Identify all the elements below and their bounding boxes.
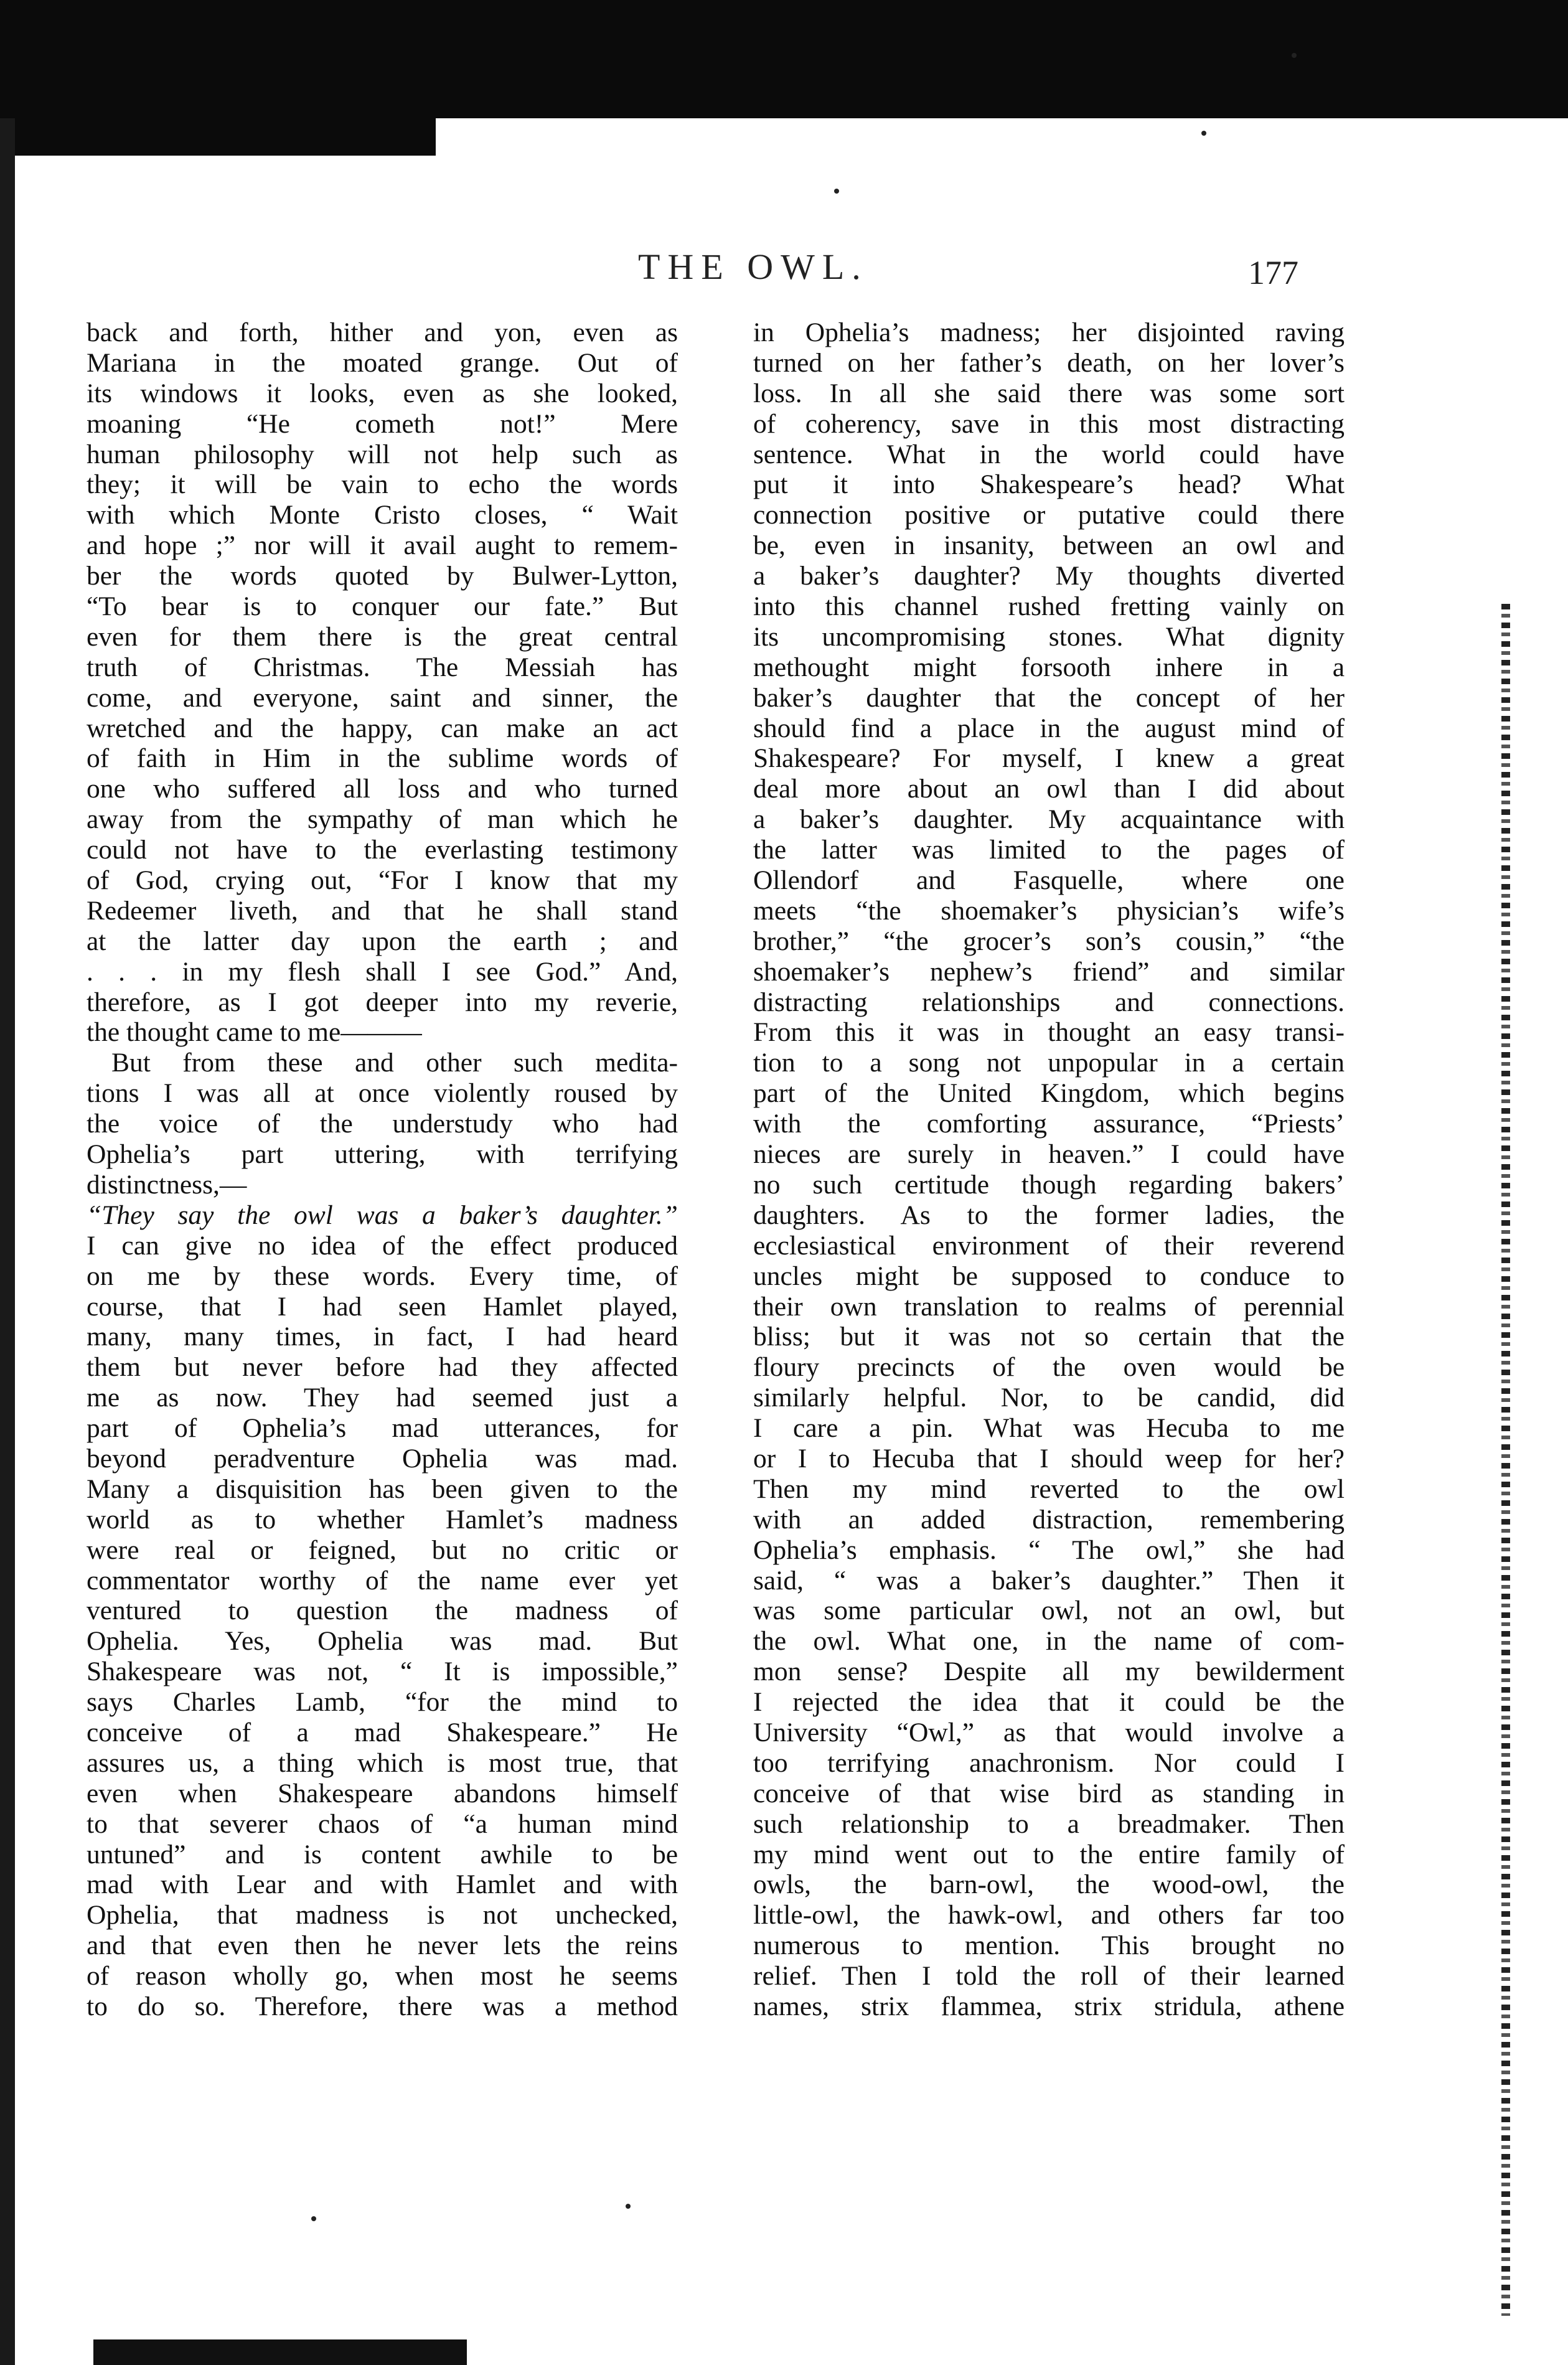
text-line: on me by these words. Every time, of	[87, 1261, 678, 1291]
scan-speck	[1201, 131, 1206, 136]
text-line: to do so. Therefore, there was a method	[87, 1991, 678, 2021]
text-line: of reason wholly go, when most he seems	[87, 1961, 678, 1991]
text-line: Shakespeare was not, “ It is impossible,”	[87, 1657, 678, 1687]
text-line: Redeemer liveth, and that he shall stand	[87, 895, 678, 926]
text-line: Ophelia’s part uttering, with terrifying	[87, 1139, 678, 1170]
text-line: was some particular owl, not an owl, but	[753, 1596, 1345, 1626]
text-line: no such certitude though regarding bakers’	[753, 1169, 1345, 1200]
scan-speck	[311, 2216, 316, 2221]
text-line: little-owl, the hawk-owl, and others far too	[753, 1900, 1345, 1930]
text-line: even for them there is the great central	[87, 621, 678, 652]
text-line: names, strix flammea, strix stridula, athene	[753, 1991, 1345, 2021]
text-line: sentence. What in the world could have	[753, 439, 1345, 469]
text-line: I can give no idea of the effect produced	[87, 1230, 678, 1261]
text-line: and hope ;” nor will it avail aught to remem-	[87, 530, 678, 561]
text-line: loss. In all she said there was some sort	[753, 378, 1345, 408]
text-line: mad with Lear and with Hamlet and with	[87, 1869, 678, 1900]
text-line: floury precincts of the oven would be	[753, 1352, 1345, 1383]
text-line: me as now. They had seemed just a	[87, 1383, 678, 1413]
scan-speck	[1292, 53, 1297, 58]
text-line: its uncompromising stones. What dignity	[753, 621, 1345, 652]
text-line: Then my mind reverted to the owl	[753, 1474, 1345, 1504]
text-line: with an added distraction, remembering	[753, 1504, 1345, 1535]
text-line: meets “the shoemaker’s physician’s wife’s	[753, 895, 1345, 926]
text-line: moaning “He cometh not!” Mere	[87, 408, 678, 439]
text-line: such relationship to a breadmaker. Then	[753, 1808, 1345, 1839]
text-line: my mind went out to the entire family of	[753, 1839, 1345, 1869]
text-line: “They say the owl was a baker’s daughter.”	[87, 1200, 678, 1230]
text-line: I rejected the idea that it could be the	[753, 1687, 1345, 1718]
text-line: said, “ was a baker’s daughter.” Then it	[753, 1565, 1345, 1596]
text-line: or I to Hecuba that I should weep for her?	[753, 1443, 1345, 1474]
text-line: should find a place in the august mind of	[753, 713, 1345, 743]
text-line: But from these and other such medita-	[111, 1048, 678, 1078]
text-line: numerous to mention. This brought no	[753, 1930, 1345, 1961]
text-line: human philosophy will not help such as	[87, 439, 678, 469]
text-line: could not have to the everlasting testimony	[87, 835, 678, 865]
scan-top-border-step	[0, 118, 436, 156]
text-line: says Charles Lamb, “for the mind to	[87, 1687, 678, 1718]
text-line: Ophelia’s emphasis. “ The owl,” she had	[753, 1535, 1345, 1565]
text-line: with the comforting assurance, “Priests’	[753, 1109, 1345, 1139]
text-line: tions I was all at once violently roused by	[87, 1078, 678, 1109]
text-line: Ophelia. Yes, Ophelia was mad. But	[87, 1626, 678, 1657]
text-line: truth of Christmas. The Messiah has	[87, 652, 678, 682]
text-line: baker’s daughter that the concept of her	[753, 682, 1345, 713]
text-line: into this channel rushed fretting vainly on	[753, 591, 1345, 622]
scan-speck	[626, 2204, 631, 2209]
text-line: I care a pin. What was Hecuba to me	[753, 1413, 1345, 1444]
text-line: untuned” and is content awhile to be	[87, 1839, 678, 1869]
text-line: distracting relationships and connections.	[753, 987, 1345, 1017]
text-line: world as to whether Hamlet’s madness	[87, 1504, 678, 1535]
text-line: Many a disquisition has been given to the	[87, 1474, 678, 1504]
text-line: back and forth, hither and yon, even as	[87, 317, 678, 347]
text-line: Shakespeare? For myself, I knew a great	[753, 743, 1345, 774]
text-line: similarly helpful. Nor, to be candid, did	[753, 1383, 1345, 1413]
text-line: therefore, as I got deeper into my reverie,	[87, 987, 678, 1017]
text-line: come, and everyone, saint and sinner, the	[87, 682, 678, 713]
text-line: its windows it looks, even as she looked,	[87, 378, 678, 408]
text-line: the thought came to me———	[87, 1017, 422, 1048]
text-line: daughters. As to the former ladies, the	[753, 1200, 1345, 1230]
text-line: ecclesiastical environment of their reverend	[753, 1230, 1345, 1261]
scan-bottom-edge	[93, 2339, 467, 2365]
left-column	[87, 317, 678, 2022]
text-line: bliss; but it was not so certain that the	[753, 1322, 1345, 1352]
text-line: many, many times, in fact, I had heard	[87, 1322, 678, 1352]
text-line: beyond peradventure Ophelia was mad.	[87, 1443, 678, 1474]
text-line: wretched and the happy, can make an act	[87, 713, 678, 743]
text-line: tion to a song not unpopular in a certain	[753, 1048, 1345, 1078]
running-header: THE OWL.	[638, 247, 868, 287]
page-number: 177	[1248, 254, 1298, 291]
text-line: mon sense? Despite all my bewilderment	[753, 1657, 1345, 1687]
text-line: them but never before had they affected	[87, 1352, 678, 1383]
text-line: From this it was in thought an easy transi-	[753, 1017, 1345, 1048]
text-line: a baker’s daughter. My acquaintance with	[753, 804, 1345, 835]
text-line: Mariana in the moated grange. Out of	[87, 347, 678, 378]
text-line: part of Ophelia’s mad utterances, for	[87, 1413, 678, 1444]
text-line: turned on her father’s death, on her lover’s	[753, 347, 1345, 378]
text-line: put it into Shakespeare’s head? What	[753, 469, 1345, 500]
scan-left-edge	[0, 118, 15, 2365]
text-line: Ophelia, that madness is not unchecked,	[87, 1900, 678, 1930]
text-line: nieces are surely in heaven.” I could have	[753, 1139, 1345, 1170]
text-line: assures us, a thing which is most true, that	[87, 1747, 678, 1778]
text-line: ventured to question the madness of	[87, 1596, 678, 1626]
text-line: course, that I had seen Hamlet played,	[87, 1291, 678, 1322]
text-line: were real or feigned, but no critic or	[87, 1535, 678, 1565]
scan-right-edge	[1501, 604, 1510, 2316]
text-line: University “Owl,” as that would involve a	[753, 1717, 1345, 1747]
text-line: uncles might be supposed to conduce to	[753, 1261, 1345, 1291]
text-line: a baker’s daughter? My thoughts diverted	[753, 561, 1345, 591]
text-line: deal more about an owl than I did about	[753, 774, 1345, 804]
text-line: of God, crying out, “For I know that my	[87, 865, 678, 896]
text-line: to that severer chaos of “a human mind	[87, 1808, 678, 1839]
text-line: methought might forsooth inhere in a	[753, 652, 1345, 682]
text-line: away from the sympathy of man which he	[87, 804, 678, 835]
text-line: . . . in my flesh shall I see God.” And,	[87, 956, 678, 987]
right-column	[753, 317, 1345, 2022]
text-line: conceive of a mad Shakespeare.” He	[87, 1717, 678, 1747]
text-line: the latter was limited to the pages of	[753, 835, 1345, 865]
text-line: brother,” “the grocer’s son’s cousin,” “the	[753, 926, 1345, 956]
text-line: Ollendorf and Fasquelle, where one	[753, 865, 1345, 896]
text-line: conceive of that wise bird as standing in	[753, 1778, 1345, 1808]
text-line: their own translation to realms of perennial	[753, 1291, 1345, 1322]
text-line: with which Monte Cristo closes, “ Wait	[87, 500, 678, 530]
text-line: the owl. What one, in the name of com-	[753, 1626, 1345, 1657]
text-line: of coherency, save in this most distracting	[753, 408, 1345, 439]
text-line: part of the United Kingdom, which begins	[753, 1078, 1345, 1109]
text-line: of faith in Him in the sublime words of	[87, 743, 678, 774]
text-line: even when Shakespeare abandons himself	[87, 1778, 678, 1808]
text-line: shoemaker’s nephew’s friend” and similar	[753, 956, 1345, 987]
text-line: distinctness,—	[87, 1169, 247, 1200]
text-line: the voice of the understudy who had	[87, 1109, 678, 1139]
text-line: and that even then he never lets the reins	[87, 1930, 678, 1961]
text-line: owls, the barn-owl, the wood-owl, the	[753, 1869, 1345, 1900]
text-line: one who suffered all loss and who turned	[87, 774, 678, 804]
text-line: in Ophelia’s madness; her disjointed raving	[753, 317, 1345, 347]
text-line: they; it will be vain to echo the words	[87, 469, 678, 500]
scan-top-border	[0, 0, 1568, 118]
text-line: relief. Then I told the roll of their learned	[753, 1961, 1345, 1991]
text-line: “To bear is to conquer our fate.” But	[87, 591, 678, 622]
text-line: too terrifying anachronism. Nor could I	[753, 1747, 1345, 1778]
text-line: be, even in insanity, between an owl and	[753, 530, 1345, 561]
text-line: ber the words quoted by Bulwer-Lytton,	[87, 561, 678, 591]
text-line: at the latter day upon the earth ; and	[87, 926, 678, 956]
text-line: connection positive or putative could there	[753, 500, 1345, 530]
scan-speck	[834, 189, 839, 194]
text-line: commentator worthy of the name ever yet	[87, 1565, 678, 1596]
